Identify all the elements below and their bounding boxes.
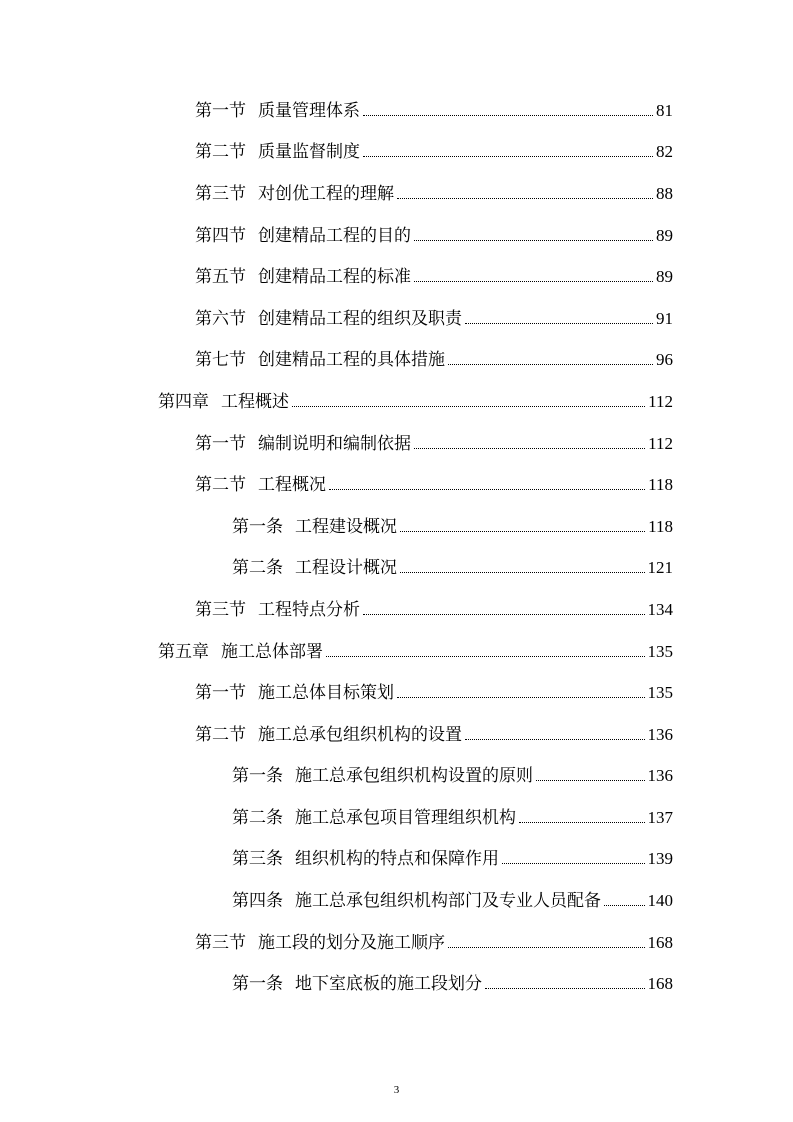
- toc-entry-page: 140: [647, 891, 673, 911]
- toc-entry-page: 118: [648, 516, 673, 536]
- toc-entry-title: 施工总承包组织机构的设置: [258, 724, 462, 745]
- dot-leader: [414, 240, 653, 241]
- toc-entry-row: [195, 350, 793, 370]
- toc-entry-title: 创建精品工程的具体措施: [258, 350, 445, 371]
- toc-entry-page: 91: [656, 308, 673, 328]
- toc-entry-number: 第四条: [232, 891, 283, 912]
- toc-entry-title: 工程概况: [258, 475, 326, 496]
- toc-entry-number: 第二条: [232, 807, 283, 828]
- toc-entry-title: 创建精品工程的标准: [258, 267, 411, 288]
- toc-entry-number: 第一条: [232, 974, 283, 995]
- toc-entry-number: 第一节: [195, 100, 246, 121]
- toc-entry-number: 第五章: [158, 641, 209, 662]
- toc-entry[interactable]: [0, 132, 793, 174]
- toc-entry[interactable]: [0, 714, 793, 756]
- toc-entry[interactable]: [0, 381, 793, 423]
- toc-entry-number: 第五节: [195, 267, 246, 288]
- toc-entry[interactable]: [0, 464, 793, 506]
- toc-entry-title: 工程特点分析: [258, 599, 360, 620]
- dot-leader: [400, 572, 645, 573]
- toc-entry[interactable]: [0, 797, 793, 839]
- toc-entry[interactable]: [0, 173, 793, 215]
- dot-leader: [326, 656, 645, 657]
- toc-entry-page: 137: [647, 807, 673, 827]
- toc-entry-row: [195, 600, 793, 620]
- toc-entry-title: 施工总承包组织机构部门及专业人员配备: [295, 891, 601, 912]
- toc-entry-page: 136: [647, 724, 673, 744]
- toc-entry-page: 118: [648, 475, 673, 495]
- toc-entry-row: [195, 101, 793, 121]
- dot-leader: [448, 947, 645, 948]
- toc-entry-title: 工程概述: [221, 391, 289, 412]
- toc-entry-number: 第一节: [195, 433, 246, 454]
- dot-leader: [465, 323, 653, 324]
- toc-entry[interactable]: [0, 90, 793, 132]
- toc-entry[interactable]: [0, 215, 793, 257]
- toc-entry-row: [195, 267, 793, 287]
- toc-entry-title: 施工总承包组织机构设置的原则: [295, 766, 533, 787]
- toc-entry[interactable]: [0, 589, 793, 631]
- toc-entry-page: 89: [656, 267, 673, 287]
- toc-entry-page: 135: [647, 641, 673, 661]
- toc-entry-row: [158, 392, 793, 412]
- toc-entry-row: [232, 891, 793, 911]
- toc-entry-title: 工程建设概况: [295, 516, 397, 537]
- toc-entry[interactable]: [0, 880, 793, 922]
- dot-leader: [448, 364, 653, 365]
- toc-entry-title: 质量管理体系: [258, 100, 360, 121]
- toc-entry[interactable]: [0, 423, 793, 465]
- toc-entry-row: [195, 226, 793, 246]
- toc-entry-row: [232, 766, 793, 786]
- toc-entry-page: 82: [656, 142, 673, 162]
- toc-entry-page: 112: [648, 391, 673, 411]
- toc-entry-row: [158, 642, 793, 662]
- dot-leader: [536, 780, 645, 781]
- toc-entry-page: 81: [656, 100, 673, 120]
- toc-entry-number: 第一条: [232, 766, 283, 787]
- toc-entry-number: 第一条: [232, 516, 283, 537]
- toc-entry[interactable]: [0, 256, 793, 298]
- toc-entry-title: 地下室底板的施工段划分: [295, 974, 482, 995]
- dot-leader: [397, 198, 653, 199]
- toc-entry-number: 第二节: [195, 142, 246, 163]
- toc-entry-title: 编制说明和编制依据: [258, 433, 411, 454]
- dot-leader: [414, 281, 653, 282]
- dot-leader: [329, 489, 645, 490]
- toc-entry-title: 施工总体部署: [221, 641, 323, 662]
- toc-entry[interactable]: [0, 340, 793, 382]
- toc-entry[interactable]: [0, 631, 793, 673]
- toc-entry-page: 89: [656, 225, 673, 245]
- toc-entry-row: [195, 475, 793, 495]
- toc-entry[interactable]: [0, 298, 793, 340]
- toc-entry-row: [232, 849, 793, 869]
- toc-entry-page: 168: [647, 974, 673, 994]
- toc-entry-page: 88: [656, 183, 673, 203]
- toc-entry-title: 施工总体目标策划: [258, 683, 394, 704]
- toc-entry-number: 第一节: [195, 683, 246, 704]
- toc-entry-title: 创建精品工程的目的: [258, 225, 411, 246]
- dot-leader: [414, 448, 645, 449]
- toc-entry-row: [195, 933, 793, 953]
- toc-entry-number: 第三节: [195, 183, 246, 204]
- toc-entry-number: 第七节: [195, 350, 246, 371]
- toc-entry-title: 创建精品工程的组织及职责: [258, 308, 462, 329]
- dot-leader: [363, 156, 653, 157]
- toc-entry-number: 第三节: [195, 932, 246, 953]
- toc-entry-page: 139: [647, 849, 673, 869]
- toc-entry-row: [195, 683, 793, 703]
- toc-entry-row: [232, 974, 793, 994]
- toc-entry-title: 施工总承包项目管理组织机构: [295, 807, 516, 828]
- toc-entry-number: 第四节: [195, 225, 246, 246]
- dot-leader: [519, 822, 645, 823]
- dot-leader: [400, 531, 645, 532]
- toc-entry-number: 第二条: [232, 558, 283, 579]
- toc-entry-page: 136: [647, 766, 673, 786]
- toc-entry-page: 112: [648, 433, 673, 453]
- dot-leader: [465, 739, 645, 740]
- toc-entry-row: [195, 434, 793, 454]
- toc-entry[interactable]: [0, 506, 793, 548]
- toc-entry-page: 168: [647, 932, 673, 952]
- toc-entry-page: 96: [656, 350, 673, 370]
- toc-entry-title: 质量监督制度: [258, 142, 360, 163]
- toc-entry-row: [195, 309, 793, 329]
- toc-entry[interactable]: [0, 548, 793, 590]
- toc-entry[interactable]: [0, 922, 793, 964]
- dot-leader: [397, 697, 645, 698]
- toc-entry-number: 第二节: [195, 724, 246, 745]
- toc-entry[interactable]: [0, 756, 793, 798]
- toc-entry-row: [232, 517, 793, 537]
- dot-leader: [363, 614, 645, 615]
- dot-leader: [502, 863, 645, 864]
- table-of-contents: [0, 90, 793, 1005]
- toc-entry[interactable]: [0, 672, 793, 714]
- toc-entry[interactable]: [0, 963, 793, 1005]
- dot-leader: [292, 406, 645, 407]
- toc-entry-row: [232, 558, 793, 578]
- dot-leader: [363, 115, 653, 116]
- toc-entry-page: 135: [647, 683, 673, 703]
- toc-entry-title: 对创优工程的理解: [258, 183, 394, 204]
- toc-entry-row: [232, 808, 793, 828]
- toc-entry-title: 组织机构的特点和保障作用: [295, 849, 499, 870]
- page-number-footer: 3: [393, 1084, 400, 1096]
- toc-entry-title: 施工段的划分及施工顺序: [258, 932, 445, 953]
- toc-entry-row: [195, 142, 793, 162]
- toc-entry-number: 第六节: [195, 308, 246, 329]
- toc-entry-page: 134: [647, 599, 673, 619]
- toc-entry[interactable]: [0, 839, 793, 881]
- toc-entry-number: 第二节: [195, 475, 246, 496]
- toc-entry-row: [195, 725, 793, 745]
- toc-entry-number: 第三节: [195, 599, 246, 620]
- dot-leader: [485, 988, 645, 989]
- toc-entry-row: [195, 184, 793, 204]
- toc-entry-title: 工程设计概况: [295, 558, 397, 579]
- toc-entry-page: 121: [647, 558, 673, 578]
- toc-entry-number: 第四章: [158, 391, 209, 412]
- dot-leader: [604, 905, 645, 906]
- toc-entry-number: 第三条: [232, 849, 283, 870]
